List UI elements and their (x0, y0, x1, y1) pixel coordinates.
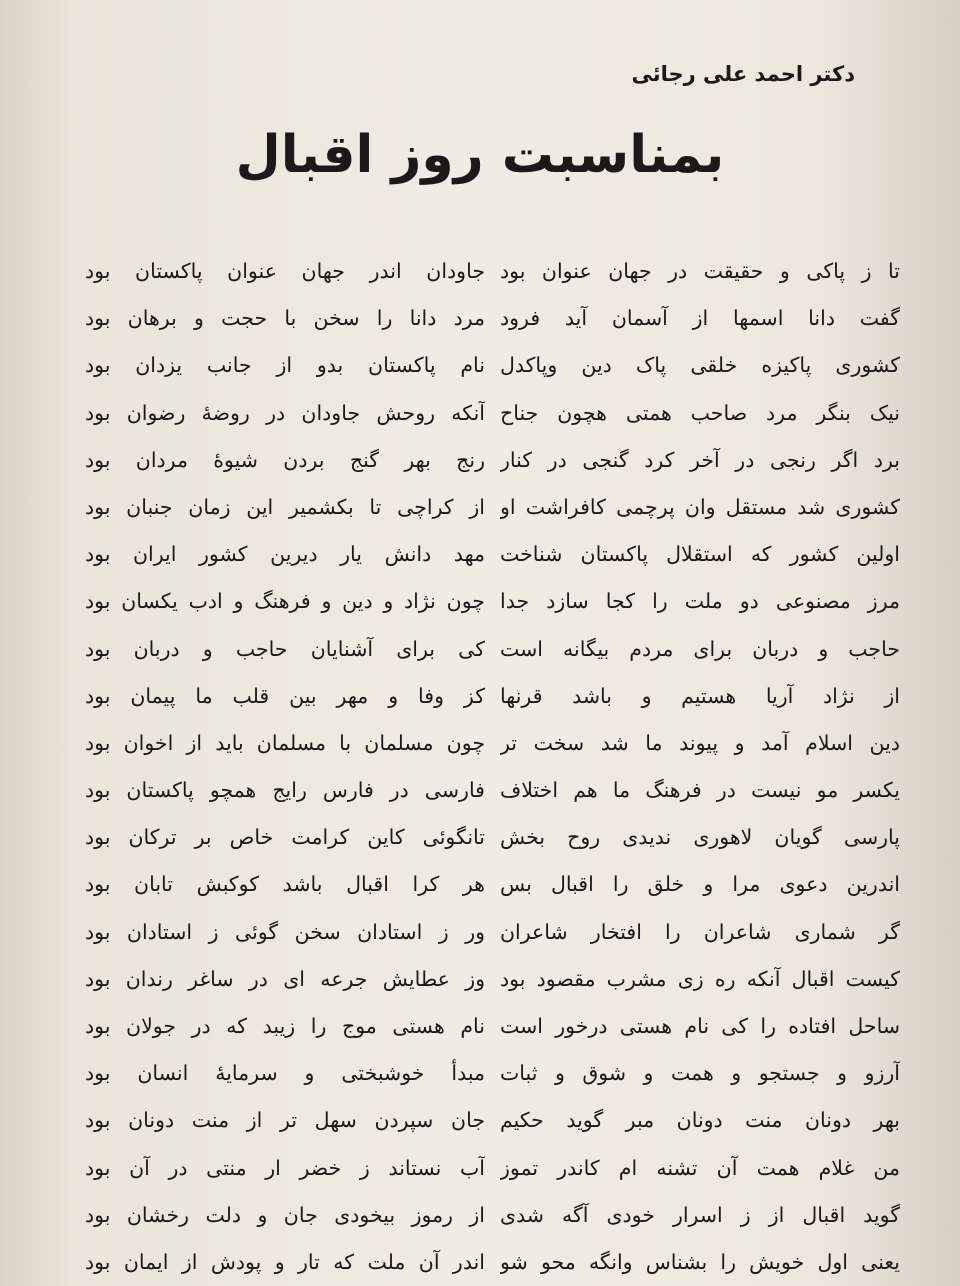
verse-line: وز عطایش جرعه ای در ساغر رندان بود (85, 966, 485, 991)
verse-line: مهد دانش یار دیرین کشور ایران بود (85, 542, 485, 567)
verse-line: اندرین دعوی مرا و خلق را اقبال بس (500, 872, 900, 897)
author-name: دکتر احمد علی رجائی (631, 62, 855, 86)
verse-line: گر شماری شاعران را افتخار شاعران (500, 919, 900, 944)
verse-line: مرد دانا را سخن با حجت و برهان بود (85, 306, 485, 331)
verse-line: اندر آن ملت که تار و پودش از ایمان بود (85, 1249, 485, 1274)
verse-line: کز وفا و مهر بین قلب ما پیمان بود (85, 683, 485, 708)
poem-right-column (500, 248, 900, 1286)
verse-line: پارسی گویان لاهوری ندیدی روح بخش (500, 825, 900, 850)
verse-line: آنکه روحش جاودان در روضهٔ رضوان بود (85, 400, 485, 425)
verse-line: کی برای آشنایان حاجب و دربان بود (85, 636, 485, 661)
verse-line: از کراچی تا بکشمیر این زمان جنبان بود (85, 494, 485, 519)
page-title: بمناسبت روز اقبال (235, 125, 725, 185)
verse-line: گفت دانا اسمها از آسمان آید فرود (500, 306, 900, 331)
verse-line: از نژاد آریا هستیم و باشد قرنها (500, 683, 900, 708)
verse-line: دین اسلام آمد و پیوند ما شد سخت تر (500, 730, 900, 755)
verse-line: نام پاکستان بدو از جانب یزدان بود (85, 353, 485, 378)
poem-left-column (85, 248, 485, 1286)
verse-line: جاودان اندر جهان عنوان پاکستان بود (85, 259, 485, 283)
verse-line: جان سپردن سهل تر از منت دونان بود (85, 1108, 485, 1133)
verse-line: گوید اقبال از ز اسرار خودی آگه شدی (500, 1202, 900, 1227)
verse-line: حاجب و دربان برای مردم بیگانه است (500, 636, 900, 661)
verse-line: ور ز استادان سخن گوئی ز استادان بود (85, 919, 485, 944)
verse-line: اولین کشور که استقلال پاکستان شناخت (500, 542, 900, 567)
verse-line: تانگوئی کاین کرامت خاص بر ترکان بود (85, 825, 485, 850)
verse-line: مرز مصنوعی دو ملت را کجا سازد جدا (500, 589, 900, 614)
verse-line: یعنی اول خویش را بشناس وانگه محو شو (500, 1249, 900, 1274)
verse-line: برد اگر رنجی در آخر کرد گنجی در کنار (500, 447, 900, 472)
verse-line: کشوری پاکیزه خلقی پاک دین وپاکدل (500, 353, 900, 378)
verse-line: یکسر مو نیست در فرهنگ ما هم اختلاف (500, 778, 900, 803)
verse-line: آرزو و جستجو و همت و شوق و ثبات (500, 1061, 900, 1086)
verse-line: تا ز پاکی و حقیقت در جهان عنوان بود (500, 259, 900, 283)
verse-line: چون نژاد و دین و فرهنگ و ادب یکسان بود (85, 589, 485, 614)
verse-line: من غلام همت آن تشنه ام کاندر تموز (500, 1155, 900, 1180)
verse-line: آب نستاند ز خضر ار منتی در آن بود (85, 1155, 485, 1180)
verse-line: کیست اقبال آنکه ره زی مشرب مقصود بود (500, 966, 900, 991)
verse-line: مبدأ خوشبختی و سرمایهٔ انسان بود (85, 1061, 485, 1086)
verse-line: بهر دونان منت دونان مبر گوید حکیم (500, 1108, 900, 1133)
verse-line: ساحل افتاده را کی نام هستی درخور است (500, 1014, 900, 1038)
verse-line: چون مسلمان با مسلمان باید از اخوان بود (85, 730, 485, 755)
verse-line: فارسی در فارس رایج همچو پاکستان بود (85, 778, 485, 803)
verse-line: نیک بنگر مرد صاحب همتی هچون جناح (500, 400, 900, 425)
verse-line: رنج بهر گنج بردن شیوهٔ مردان بود (85, 447, 485, 472)
verse-line: از رموز بیخودی جان و دلت رخشان بود (85, 1202, 485, 1227)
verse-line: نام هستی موج را زیبد که در جولان بود (85, 1014, 485, 1038)
verse-line: هر کرا اقبال باشد کوکبش تابان بود (85, 872, 485, 897)
verse-line: کشوری شد مستقل وان پرچمی کافراشت او (500, 494, 900, 519)
